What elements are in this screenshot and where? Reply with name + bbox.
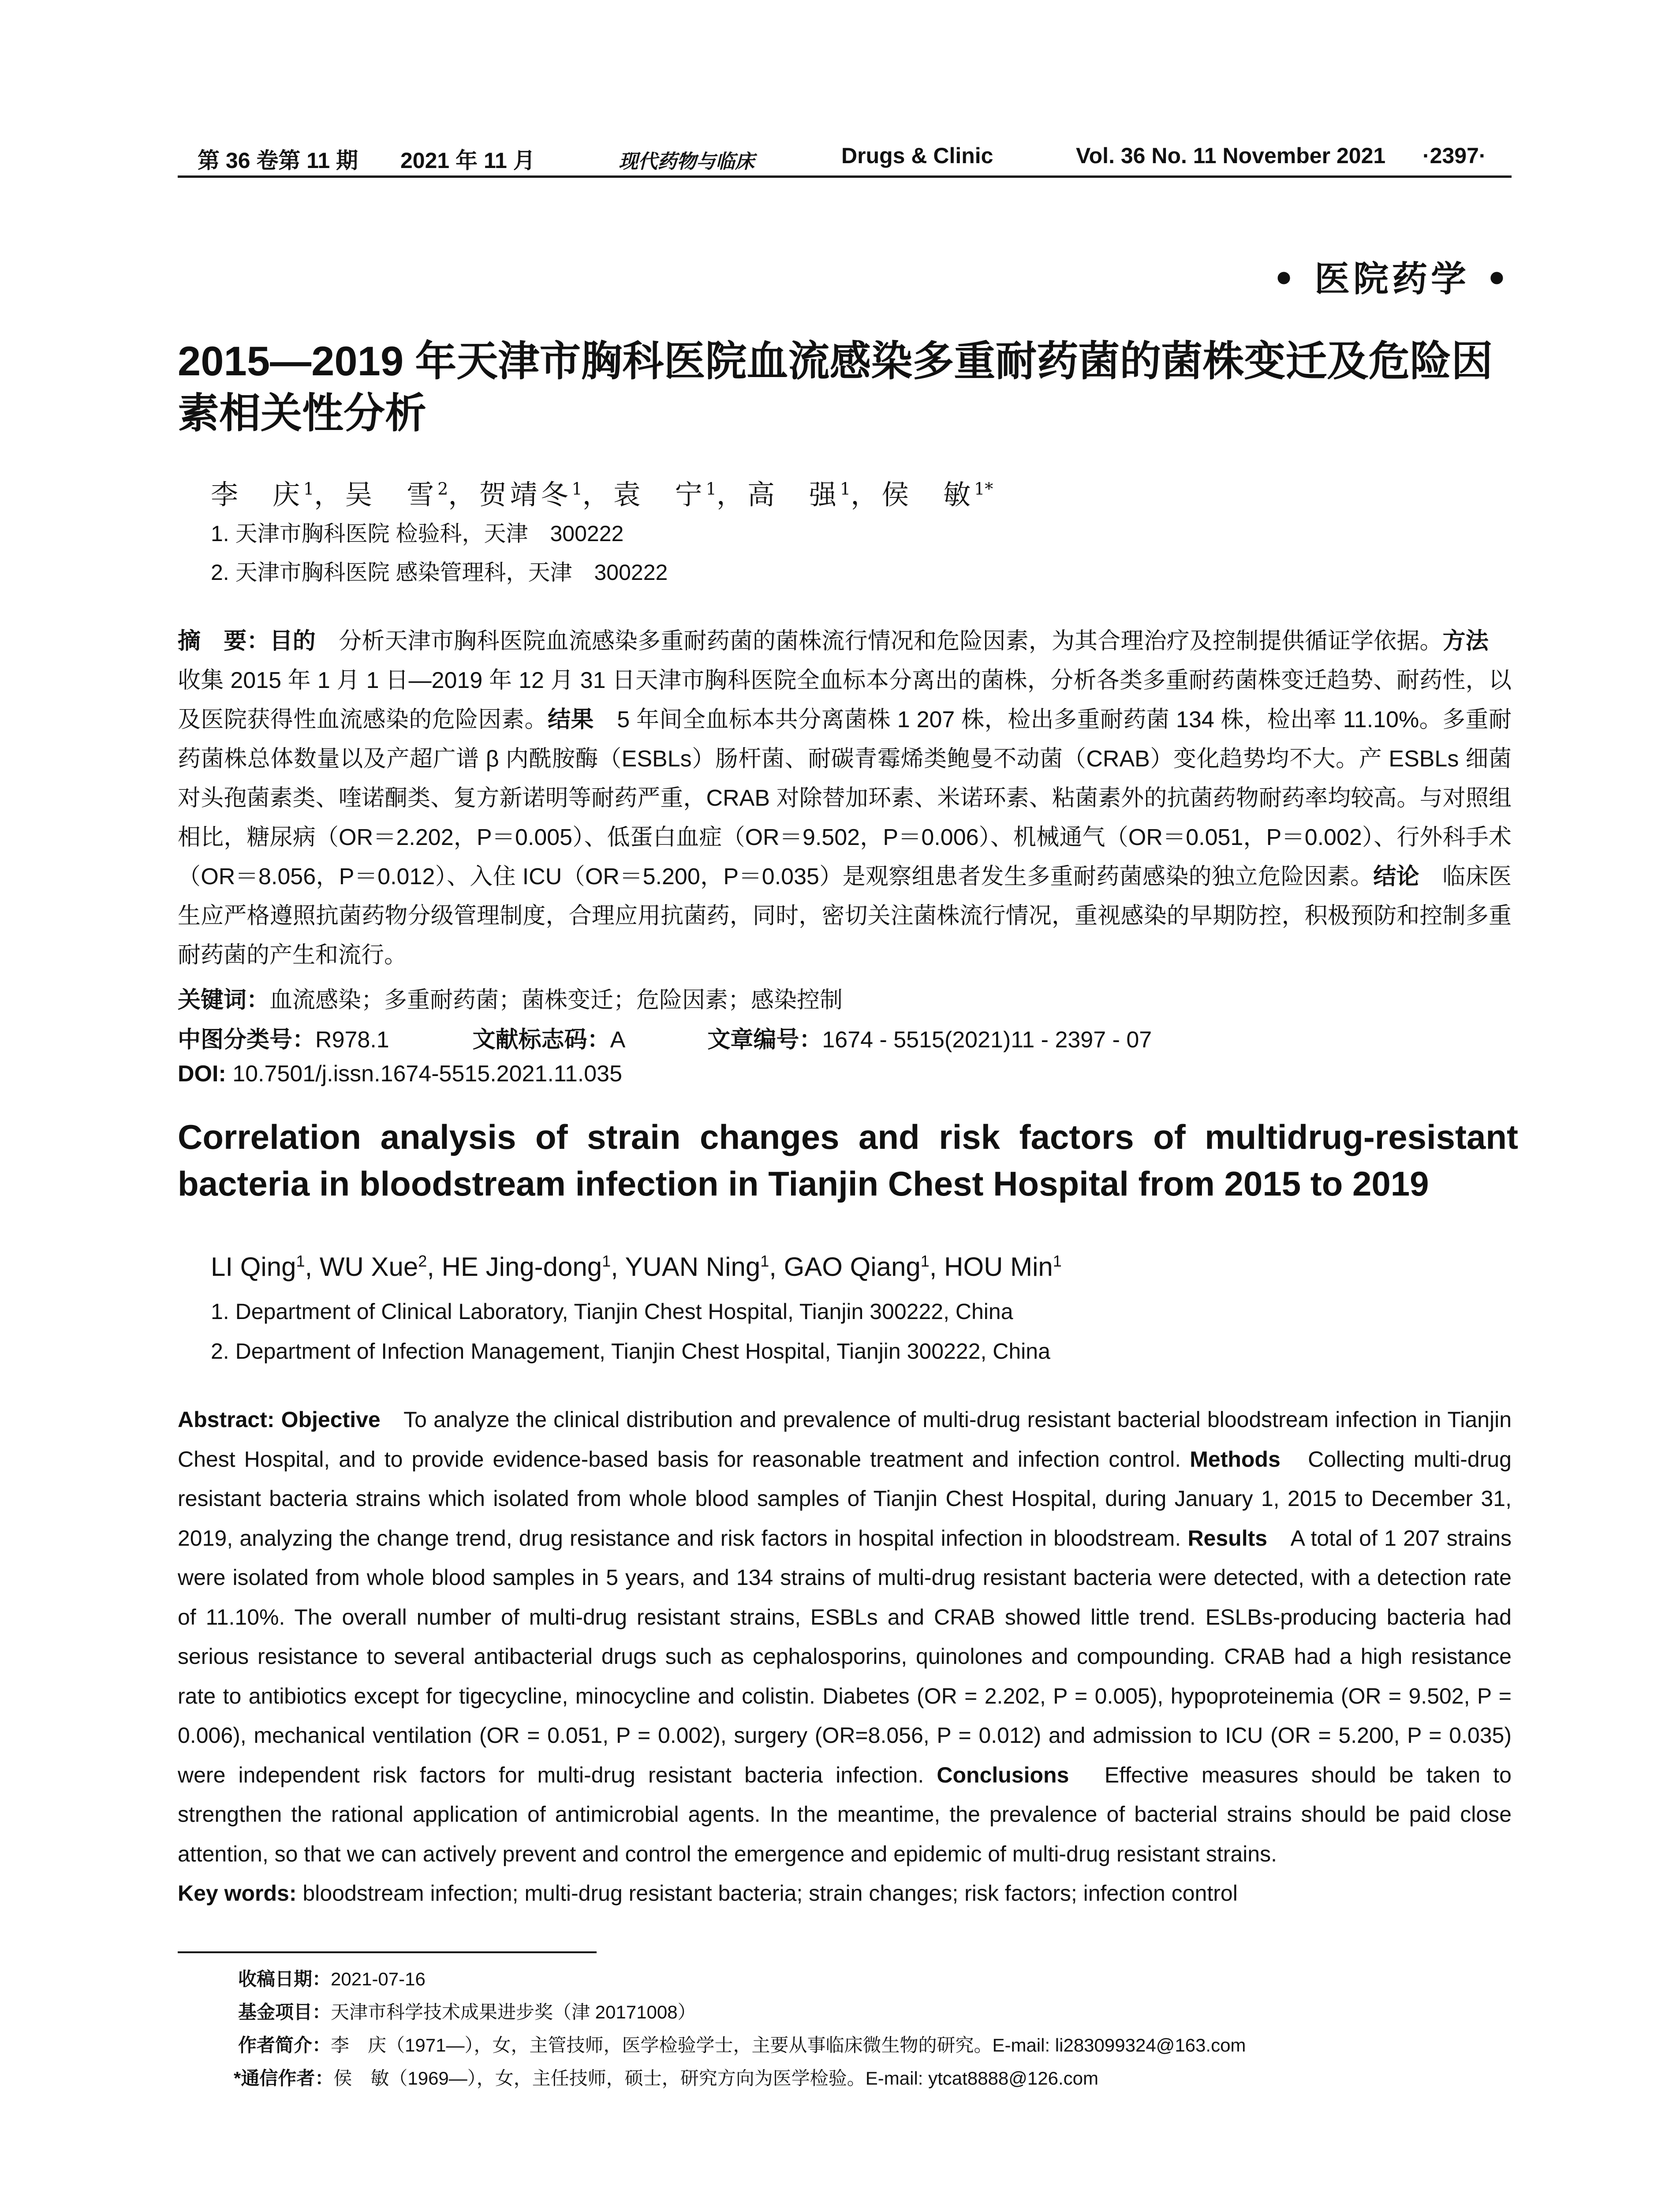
en-author: HE Jing-dong$^1$, xyxy=(441,1252,625,1282)
cn-conclusions-label: 结论 xyxy=(1373,864,1419,889)
section-label: • 医院药学 • xyxy=(1273,258,1512,299)
cn-author: 李 庆$^1$， xyxy=(211,478,345,511)
en-author: YUAN Ning$^1$, xyxy=(625,1252,784,1282)
en-methods-text: Collecting multi-drug resistant bacteria strains which isolated from whole blood samples of Tianjin Chest Hospital, during January 1, 2015 to December 31, 2019, analyzing the change trend, drug resistance and risk factors in hospital infection in bloodstream. xyxy=(178,1446,1512,1551)
clc-label: 中图分类号： xyxy=(178,1027,316,1053)
en-objective-text: To analyze the clinical distribution and prevalence of multi-drug resistant bacterial bloodstream infection in Tianjin Chest Hospital, and to provide evidence-based basis for reasonable treatment and infection control. xyxy=(178,1407,1512,1472)
footnote-received: 收稿日期：2021-07-16 xyxy=(238,1969,426,1989)
doc-code-label: 文献标志码： xyxy=(472,1027,610,1053)
clc-value: R978.1 xyxy=(315,1027,389,1053)
cn-methods-label: 方法 xyxy=(1442,628,1489,654)
cn-classification xyxy=(178,1021,1152,1054)
cn-author-list xyxy=(211,473,993,512)
header-page-number: ·2397· xyxy=(1422,143,1486,168)
en-title: Correlation analysis of strain changes and risk factors of multidrug-resistant bacteria in bloodstream infection in Tianjin Chest Hospital from 2015 to 2019 xyxy=(178,1117,1518,1203)
cn-author: 侯 敏$^{1*}$ xyxy=(881,478,993,511)
article-number-value: 1674 - 5515(2021)11 - 2397 - 07 xyxy=(822,1027,1152,1053)
en-results-label: Results xyxy=(1187,1525,1268,1551)
cn-abstract xyxy=(178,622,1512,975)
en-objective-label: Objective xyxy=(281,1407,381,1432)
en-author: WU Xue$^2$, xyxy=(319,1252,442,1282)
cn-objective-label: 目的 xyxy=(269,628,316,654)
cn-conclusions-text: 临床医生应严格遵照抗菌药物分级管理制度，合理应用抗菌药，同时，密切关注菌株流行情况，重视感染的早期防控，积极预防和控制多重耐药菌的产生和流行。 xyxy=(178,864,1512,968)
header-journal-cn: 现代药物与临床 xyxy=(619,150,754,173)
header-date-cn: 2021 年 11 月 xyxy=(400,148,535,173)
doi-label: DOI: xyxy=(178,1061,226,1087)
en-author: GAO Qiang$^1$, xyxy=(784,1252,945,1282)
en-author: HOU Min$^1$ xyxy=(944,1252,1062,1282)
en-keywords-label: Key words: xyxy=(178,1881,297,1906)
en-keywords-text: bloodstream infection; multi-drug resistant bacteria; strain changes; risk factors; infection control xyxy=(296,1881,1238,1906)
cn-results-text: 5 年间全血标本共分离菌株 1 207 株，检出多重耐药菌 134 株，检出率 11.10%。多重耐药菌株总体数量以及产超广谱 β 内酰胺酶（ESBLs）肠杆菌、耐碳青霉烯类鲍曼不动菌（CRAB）变化趋势均不大。产 ESBLs 细菌对头孢菌素类、喹诺酮类、复方新诺明等耐药严重，CRAB 对除替加环素、米诺环素、粘菌素外的抗菌药物耐药率均较高。与对照组相比，糖尿病（OR＝2.202，P＝0.005）、低蛋白血症（OR＝9.502，P＝0.006）、机械通气（OR＝0.051，P＝0.002）、行外科手术（OR＝8.056，P＝0.012）、入住 ICU（OR＝5.200，P＝0.035）是观察组患者发生多重耐药菌感染的独立危险因素。 xyxy=(178,707,1512,889)
article-number-label: 文章编号： xyxy=(707,1027,822,1053)
footnote-author-bio: 作者简介：李 庆（1971—），女，主管技师，医学检验学士，主要从事临床微生物的研究。E-mail: li283099324@163.com xyxy=(238,2035,1246,2056)
running-header xyxy=(178,140,1512,175)
header-issue-cn: 第 36 卷第 11 期 xyxy=(198,148,358,173)
en-results-text: A total of 1 207 strains were isolated from whole blood samples in 5 years, and 134 strains of multi-drug resistant bacteria were detected, with a detection rate of 11.10%. The overall number of multi-drug resistant strains, ESBLs and CRAB showed little trend. ESLBs-producing bacteria had serious resistance to several antibacterial drugs such as cephalosporins, quinolones and compounding. CRAB had a high resistance rate to antibiotics except for tigecycline, minocycline and colistin. Diabetes (OR = 2.202, P = 0.005), hypoproteinemia (OR = 9.502, P = 0.006), mechanical ventilation (OR = 0.051, P = 0.002), surgery (OR=8.056, P = 0.012) and admission to ICU (OR = 5.200, P = 0.035) were independent risk factors for multi-drug resistant bacteria infection. xyxy=(178,1525,1512,1787)
cn-title: 2015—2019 年天津市胸科医院血流感染多重耐药菌的菌株变迁及危险因素相关性分析 xyxy=(178,338,1493,436)
cn-affiliation: 1. 天津市胸科医院 检验科，天津 300222 xyxy=(211,521,624,546)
footnote-rule xyxy=(178,1951,597,1953)
en-conclusions-label: Conclusions xyxy=(937,1762,1069,1787)
cn-abstract-label: 摘 要： xyxy=(178,628,270,654)
footnote-corresponding-author: *通信作者：侯 敏（1969—），女，主任技师，硕士，研究方向为医学检验。E-mail: ytcat8888@126.com xyxy=(234,2068,1098,2089)
en-affiliation: 1. Department of Clinical Laboratory, Tianjin Chest Hospital, Tianjin 300222, China xyxy=(211,1299,1013,1324)
en-methods-label: Methods xyxy=(1190,1446,1281,1472)
cn-keywords xyxy=(178,981,843,1014)
cn-objective-text: 分析天津市胸科医院血流感染多重耐药菌的菌株流行情况和危险因素，为其合理治疗及控制提供循证学依据。 xyxy=(315,628,1443,654)
cn-methods-text: 收集 2015 年 1 月 1 日—2019 年 12 月 31 日天津市胸科医院全血标本分离出的菌株，分析各类多重耐药菌株变迁趋势、耐药性，以及医院获得性血流感染的危险因素。 xyxy=(178,628,1512,733)
header-rule xyxy=(178,176,1512,178)
en-author-list xyxy=(211,1252,1062,1282)
en-abstract xyxy=(178,1400,1512,1913)
doc-code-value: A xyxy=(610,1027,624,1053)
en-affiliation: 2. Department of Infection Management, Tianjin Chest Hospital, Tianjin 300222, China xyxy=(211,1339,1050,1364)
cn-keywords-text: 血流感染；多重耐药菌；菌株变迁；危险因素；感染控制 xyxy=(269,987,843,1013)
header-issue-en: Vol. 36 No. 11 November 2021 xyxy=(1076,143,1386,168)
en-conclusions-text: Effective measures should be taken to strengthen the rational application of antimicrobial agents. In the meantime, the prevalence of bacterial strains should be paid close attention, so that we can actively prevent and control the emergence and epidemic of multi-drug resistant strains. xyxy=(178,1762,1512,1866)
cn-author: 吴 雪$^2$， xyxy=(345,478,479,511)
doi-value: 10.7501/j.issn.1674-5515.2021.11.035 xyxy=(232,1061,622,1087)
header-journal-en: Drugs & Clinic xyxy=(841,143,993,168)
en-abstract-label: Abstract: xyxy=(178,1407,275,1432)
cn-results-label: 结果 xyxy=(547,707,594,733)
cn-author: 高 强$^1$， xyxy=(747,478,882,511)
cn-author: 袁 宁$^1$， xyxy=(613,478,747,511)
doi xyxy=(178,1061,622,1087)
footnote-funding: 基金项目：天津市科学技术成果进步奖（津 20171008） xyxy=(238,2002,696,2022)
en-author: LI Qing$^1$, xyxy=(211,1252,320,1282)
cn-keywords-label: 关键词： xyxy=(178,987,270,1013)
cn-affiliation: 2. 天津市胸科医院 感染管理科，天津 300222 xyxy=(211,560,668,585)
cn-author: 贺靖冬$^1$， xyxy=(479,478,613,511)
